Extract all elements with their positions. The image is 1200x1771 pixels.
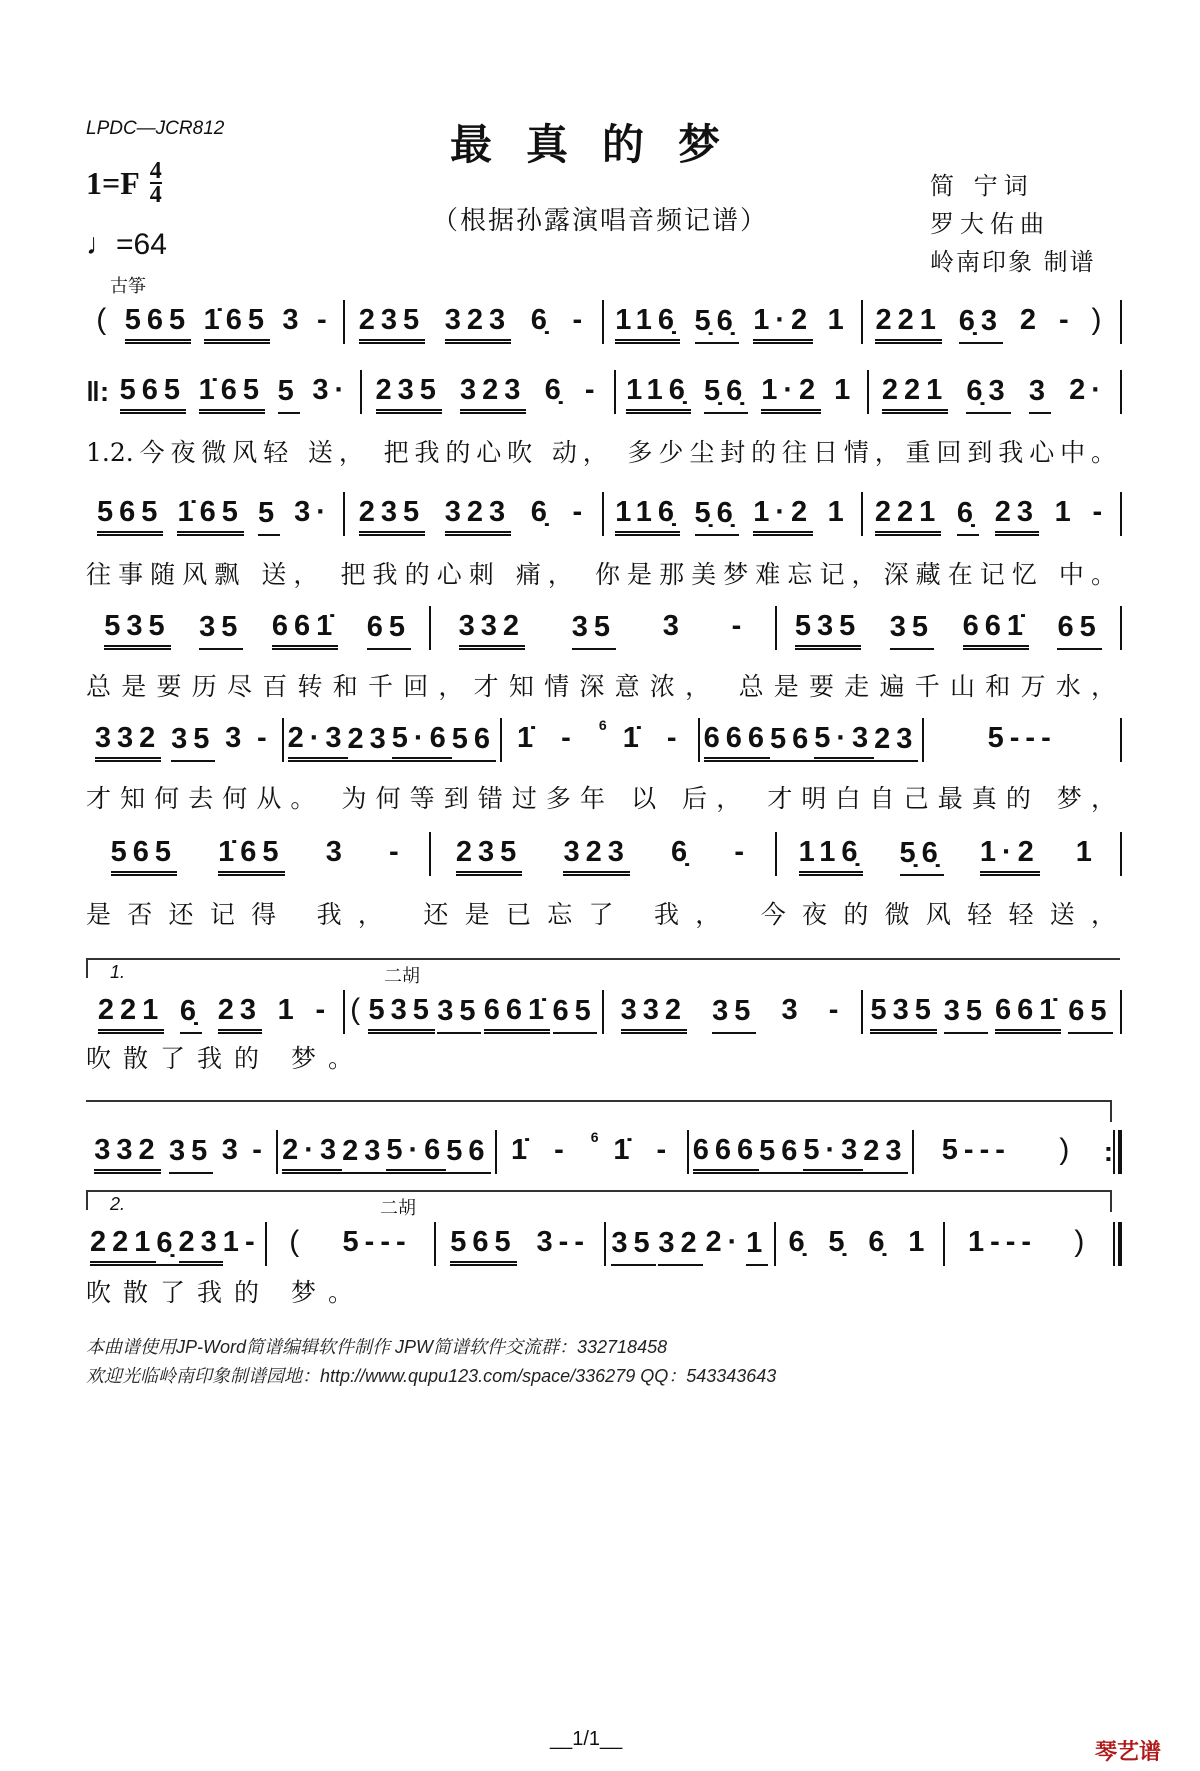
note-group: - [731,610,748,642]
notation-row [86,718,1122,762]
measure [86,994,343,1034]
note-group: 2·3 [288,722,348,762]
volta-2-bracket [86,1190,1112,1192]
instrument-label-erhu: 二胡 [384,966,420,986]
note-group: 565 [111,836,177,876]
note-group: 6̣ [180,995,202,1034]
barline [1120,300,1122,344]
time-top: 4 [149,158,162,184]
note-group: - [1058,304,1075,336]
notation-row [86,1222,1122,1266]
note-group: 116̣ [799,836,864,876]
measure [436,1226,604,1266]
parenthesis: ( [96,303,113,336]
arranger: 岭南印象 制谱 [930,248,1096,276]
note-group: 5·6 [392,722,452,762]
notation-row [86,370,1122,414]
note-group: 221 [875,496,941,536]
note-group: 6̣ [671,836,694,868]
measure [431,836,774,876]
key-label: 1=F [86,164,140,201]
note-group: 666 [693,1134,759,1174]
note-group: 1̇65 [204,304,270,344]
note-group: 535 [368,994,434,1034]
note-group: 23 [218,994,262,1034]
subtitle: （根据孙露演唱音频记谱） [432,206,769,236]
measure [497,1129,687,1174]
measure [284,722,500,762]
note-group: 5--- [342,1226,412,1258]
time-signature [150,160,162,206]
note-group: 1̇ [516,722,540,754]
note-group: 35 [171,723,215,762]
note-group: 35 [944,995,988,1034]
note-group: 1̇65 [177,496,243,536]
volta-2-end-hook [1110,1190,1112,1212]
measure [86,1134,276,1174]
score-code: LPDC—JCR812 [86,118,225,139]
note-group: 35 [611,1227,655,1266]
measure [267,1226,435,1266]
parenthesis: ) [1059,1133,1076,1166]
note-group: 5·3 [814,722,874,762]
song-title: 最真的梦 [450,120,755,169]
note-group: 23 [995,496,1039,536]
note-group: 221 [98,994,164,1034]
measure [86,836,429,876]
note-group: 1·2 [980,836,1040,876]
volta-1-end-hook [1110,1100,1112,1122]
note-group: - [257,722,273,754]
note-group: 1 [1075,836,1098,868]
note-group: 3 [662,610,685,642]
note-group: 56 [446,1135,490,1174]
note-group: 2· [705,1226,744,1258]
note-group: - [315,994,332,1026]
notation-row [86,300,1122,344]
measure [86,610,429,650]
note-group: 65 [1068,995,1112,1034]
measure [700,722,923,762]
parenthesis: ( [289,1225,306,1258]
note-group: 565 [120,374,186,414]
note-group: - [554,1134,570,1166]
volta-1-number: 1. [110,962,126,982]
lyrics-line: 吹散了我的 梦。 [86,1278,365,1307]
repeat-start-sign: ‖: [86,376,110,407]
note-group: - [252,1134,268,1166]
note-group: - [572,304,589,336]
notation-row [86,492,1122,536]
note-group: 235 [376,374,442,414]
note-group: 535 [870,994,936,1034]
note-group: 332 [621,994,687,1034]
note-group: 1--- [967,1226,1038,1258]
note-group: 3· [294,496,332,528]
grace-note: 6 [590,1129,599,1145]
note-group: 3-- [536,1226,590,1258]
note-group: 661̇ [484,994,550,1034]
quarter-note-icon: ♩ [86,228,116,261]
measure [86,722,282,762]
measure [863,496,1120,536]
note-group: 23 [874,723,918,762]
barline [1120,606,1122,650]
note-group: - [389,836,405,868]
note-group: 332 [459,610,525,650]
barline [1120,370,1122,414]
measure [502,717,698,762]
note-group: - [572,496,589,528]
note-group: 221 [90,1226,156,1266]
notation-row [86,1130,1122,1174]
note-group: 661̇ [995,994,1061,1034]
note-group: 235 [359,496,425,536]
note-group: 5̣6̣ [900,837,944,876]
note-group: - [828,994,845,1026]
note-group: 323 [563,836,629,876]
note-group: 5·3 [803,1134,863,1174]
measure [345,994,602,1034]
note-group: 6̣ [530,304,553,336]
note-group: 5 [278,375,300,414]
note-group: - [666,722,683,754]
note-group: 35 [572,611,616,650]
measure [86,304,343,344]
note-group: 6̣ [868,1226,891,1258]
note-group: - [317,304,333,336]
note-group: 1̇65 [218,836,284,876]
note-group: 56 [452,723,496,762]
instrument-label-guzheng: 古筝 [110,276,146,296]
note-group: 661̇ [272,610,338,650]
key-signature [86,160,162,206]
note-group: 1̇65 [199,374,265,414]
note-group: 116̣ [615,304,680,344]
note-group: 35 [890,611,934,650]
note-group: 1 [827,304,850,336]
note-group: 56 [770,723,814,762]
note-group: 535 [104,610,170,650]
lyrics-line: 才知何去何从。 为何等到错过多年 以 后， 才明白自己最真的 梦， [86,784,1116,813]
note-group: 6̣ [957,497,979,536]
note-group: 1̇ [622,722,645,754]
measure [278,1134,494,1174]
note-group: 1 [222,1226,245,1258]
note-group: - [561,722,577,754]
volta-1-bracket-hook [86,958,88,978]
note-group: 1 [908,1226,931,1258]
note-group: 666 [704,722,770,762]
measure [606,1226,774,1266]
note-group: 565 [450,1226,516,1266]
note-group: 323 [460,374,526,414]
lyrics-line: 吹散了我的 梦。 [86,1044,365,1073]
note-group: 5̣6̣ [695,497,739,536]
note-group: 3 [221,1134,244,1166]
grace-note: 6 [598,717,607,733]
note-group: 221 [875,304,941,344]
note-group: - [244,1226,261,1258]
measure [604,304,861,344]
note-group: 1 [827,496,850,528]
note-group: 332 [94,1134,160,1174]
measure [604,496,861,536]
parenthesis: ( [350,993,367,1026]
lyrics-line: 往事随风飘 送， 把我的心刺 痛， 你是那美梦难忘记，深藏在记忆 中。 [86,560,1116,589]
notation-row [86,832,1122,876]
note-group: 3 [1029,375,1051,414]
final-barline [1113,1130,1122,1174]
note-group: - [584,374,601,406]
note-group: 1 [277,994,300,1026]
barline [1120,832,1122,876]
measure [109,374,360,414]
composer: 罗大佑曲 [930,210,1050,238]
note-group: 3 [282,304,305,336]
tempo-value: =64 [116,228,167,261]
note-group: 6̣3 [959,305,1003,344]
measure [924,722,1120,762]
volta-2-number: 2. [110,1194,126,1214]
watermark-logo: 琴艺谱 [1095,1739,1162,1764]
measure [914,1134,1104,1174]
footer-software-note: 本曲谱使用JP-Word简谱编辑软件制作 JPW简谱软件交流群：332718458 [86,1337,668,1357]
note-group: 56 [759,1135,803,1174]
note-group: 6̣ [156,1227,178,1266]
lyrics-line: 是否还记得 我， 还是已忘了 我， 今夜的微风轻轻送， [86,900,1116,929]
barline [1120,718,1122,762]
measure [869,374,1120,414]
note-group: 5--- [987,722,1057,754]
note-group: 5̣6̣ [704,375,748,414]
note-group: 221 [882,374,948,414]
time-bottom: 4 [149,182,162,208]
lyrics-line: 1.2.今夜微风轻 送， 把我的心吹 动， 多少尘封的往日情，重回到我心中。 [86,438,1116,467]
note-group: - [1092,496,1109,528]
measure [86,496,343,536]
lyrics-line: 总是要历尽百转和千回，才知情深意浓， 总是要走遍千山和万水， [86,672,1116,701]
note-group: 116̣ [626,374,691,414]
note-group: 2· [1069,374,1107,406]
footer-website-note: 欢迎光临岭南印象制谱园地：http://www.qupu123.com/space/336279 QQ：543343643 [86,1366,777,1386]
note-group: 1·2 [753,304,813,344]
note-group: 65 [1057,611,1101,650]
note-group: 6̣ [788,1226,811,1258]
note-group: 3 [225,722,248,754]
note-group: 323 [445,496,511,536]
measure [616,374,867,414]
page-number: __1/1__ [550,1728,623,1750]
measure [689,1134,912,1174]
measure [777,610,1120,650]
measure [604,994,861,1034]
measure [362,374,613,414]
note-group: 65 [367,611,411,650]
notation-row [86,990,1122,1034]
lyricist: 简 宁词 [930,172,1034,200]
note-group: 35 [169,1135,213,1174]
note-group: 3 [325,836,348,868]
note-group: 6̣ [544,374,567,406]
barline [1120,492,1122,536]
final-barline [1113,1222,1122,1266]
note-group: 23 [179,1226,223,1266]
note-group: 661̇ [963,610,1029,650]
note-group: 6̣ [530,496,553,528]
note-group: 32 [658,1227,702,1266]
volta-2-bracket-hook [86,1190,88,1210]
note-group: 35 [199,611,243,650]
note-group: 116̣ [615,496,680,536]
note-group: 332 [95,722,161,762]
note-group: 23 [348,723,392,762]
note-group: 5 [258,497,280,536]
note-group: 323 [445,304,511,344]
note-group: 3 [781,994,804,1026]
note-group: 2·3 [282,1134,342,1174]
note-group: 1·2 [753,496,813,536]
volta-1-bracket [86,958,1120,960]
measure [863,994,1120,1034]
note-group: 2 [1019,304,1043,336]
note-group: 235 [359,304,425,344]
note-group: 35 [712,995,756,1034]
note-group: 535 [795,610,861,650]
parenthesis: ) [1091,303,1108,336]
note-group: - [734,836,751,868]
measure [945,1226,1113,1266]
measure [345,496,602,536]
note-group: 5̣ [828,1226,851,1258]
measure [863,304,1120,344]
note-group: 5--- [941,1134,1011,1166]
note-group: 5·6 [386,1134,446,1174]
repeat-end-sign: : [1103,1136,1114,1167]
measure [776,1226,944,1266]
volta-1-continuation [86,1100,1112,1102]
instrument-label-erhu: 二胡 [380,1198,416,1218]
note-group: 23 [863,1135,907,1174]
parenthesis: ) [1074,1225,1091,1258]
note-group: 1 [746,1227,768,1266]
note-group: 5̣6̣ [695,305,739,344]
note-group: 1 [834,374,857,406]
note-group: 65 [553,995,597,1034]
note-group: - [656,1134,673,1166]
note-group: 23 [342,1135,386,1174]
note-group: 1̇ [511,1134,534,1166]
notation-row [86,606,1122,650]
measure [345,304,602,344]
note-group: 1·2 [761,374,821,414]
barline [1120,990,1122,1034]
measure [777,836,1120,876]
note-group: 1̇ [613,1134,636,1166]
measure [431,610,774,650]
tempo-marking [86,228,167,262]
note-group: 565 [125,304,191,344]
note-group: 3· [312,374,351,406]
note-group: 6̣3 [966,375,1010,414]
note-group: 565 [97,496,163,536]
note-group: 1 [1054,496,1077,528]
note-group: 235 [456,836,522,876]
note-group: 35 [437,995,481,1034]
measure [86,1226,265,1266]
